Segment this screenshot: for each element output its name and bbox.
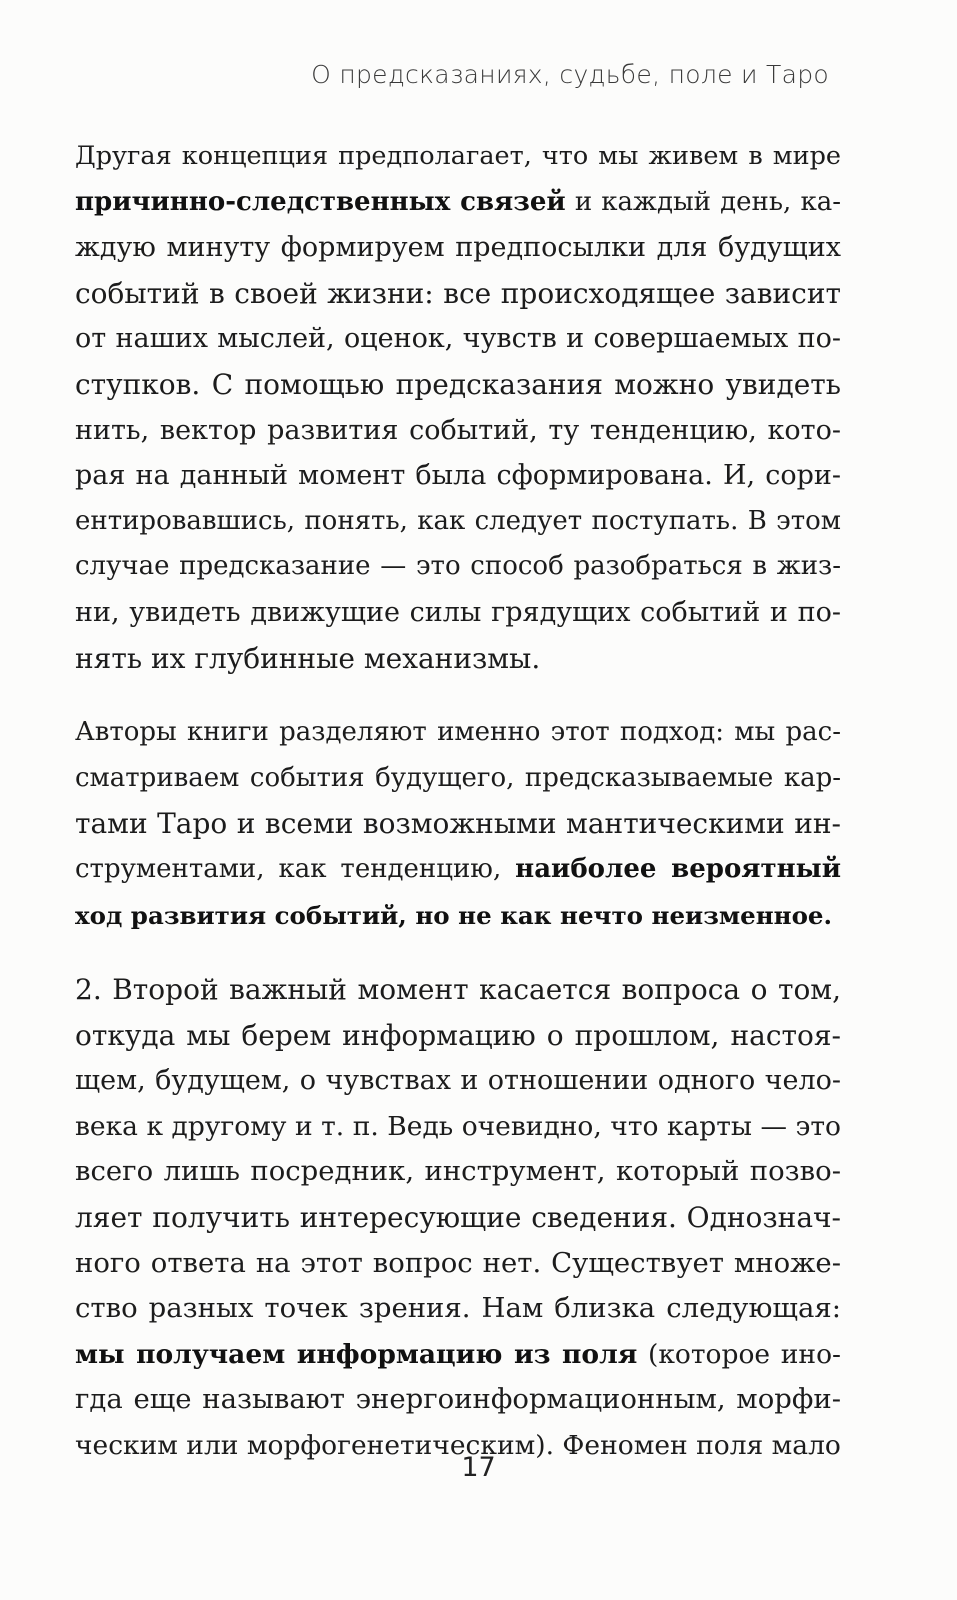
text-line: [75, 453, 841, 499]
text-line: [75, 316, 841, 362]
text-run: ентировавшись, понять, как следует поступать. В этом: [75, 505, 841, 536]
text-line: [75, 408, 841, 454]
paragraph: [75, 134, 841, 681]
text-line: [75, 1332, 841, 1378]
text-line: [75, 271, 841, 317]
text-run: рая на данный момент была сформирована. И, сори-: [75, 460, 841, 492]
text-run: 2. Второй важный момент касается вопроса о том,: [75, 973, 841, 1007]
page-number: 17: [461, 1452, 496, 1483]
bold-phrase: ход развития событий, но не как нечто неизменное.: [75, 900, 833, 930]
text-line: [75, 1149, 841, 1195]
text-line: [75, 544, 841, 590]
paragraph-gap: [75, 681, 841, 710]
text-run: всего лишь посредник, инструмент, который позво-: [75, 1155, 841, 1188]
text-run: ство разных точек зрения. Нам близка следующая:: [75, 1292, 841, 1325]
text-line: [75, 893, 841, 939]
text-line: [75, 1286, 841, 1332]
text-line: [75, 1013, 841, 1059]
text-run: ческим или морфогенетическим). Феномен поля мало: [75, 1430, 841, 1462]
text-line: [75, 756, 841, 802]
text-run: от наших мыслей, оценок, чувств и совершаемых по-: [75, 323, 841, 355]
paragraph-gap: [75, 938, 841, 967]
text-run: нить, вектор развития событий, ту тенденцию, кото-: [75, 414, 841, 446]
paragraph: [75, 967, 841, 1469]
text-line: [75, 847, 841, 893]
text-run: щем, будущем, о чувствах и отношении одного чело-: [75, 1065, 841, 1097]
text-line: [75, 590, 841, 636]
running-head: О предсказаниях, судьбе, поле и Таро: [311, 60, 829, 89]
text-line: [75, 180, 841, 226]
text-line: [75, 636, 841, 682]
bold-phrase: наиболее вероятный: [515, 853, 841, 884]
text-line: [75, 225, 841, 271]
text-run: ного ответа на этот вопрос нет. Существует множе-: [75, 1246, 841, 1279]
text-line: [75, 134, 841, 180]
text-line: [75, 499, 841, 545]
text-run: событий в своей жизни: все происходящее зависит: [75, 276, 841, 310]
text-line: [75, 1195, 841, 1241]
text-run: струментами, как тенденцию,: [75, 853, 516, 884]
text-run: Авторы книги разделяют именно этот подход: мы рас-: [75, 717, 841, 748]
paragraph: [75, 710, 841, 938]
text-line: [75, 967, 841, 1013]
text-run: ляет получить интересующие сведения. Однознач-: [75, 1201, 841, 1235]
text-run: тами Таро и всеми возможными мантическими ин-: [75, 807, 841, 841]
text-run: ждую минуту формируем предпосылки для будущих: [75, 232, 841, 264]
text-run: ступков. С помощью предсказания можно увидеть: [75, 367, 841, 401]
body-text: [75, 134, 841, 1469]
text-run: гда еще называют энергоинформационным, морфи-: [75, 1383, 841, 1416]
text-run: сматриваем события будущего, предсказываемые кар-: [75, 762, 841, 793]
text-run: ни, увидеть движущие силы грядущих событий и по-: [75, 596, 841, 628]
bold-phrase: причинно-следственных связей: [75, 186, 566, 217]
text-run: откуда мы берем информацию о прошлом, настоя-: [75, 1018, 841, 1052]
text-line: [75, 801, 841, 847]
text-run: нять их глубинные механизмы.: [75, 641, 541, 675]
text-line: [75, 362, 841, 408]
text-line: [75, 710, 841, 756]
text-run: Другая концепция предполагает, что мы живем в мире: [75, 141, 841, 171]
text-line: [75, 1241, 841, 1287]
bold-phrase: мы получаем информацию из поля: [75, 1338, 638, 1370]
text-line: [75, 1058, 841, 1104]
text-run: (которое ино-: [637, 1338, 841, 1370]
text-line: [75, 1377, 841, 1423]
text-line: [75, 1104, 841, 1150]
text-run: случае предсказание — это способ разобраться в жиз-: [75, 551, 841, 582]
text-run: века к другому и т. п. Ведь очевидно, что карты — это: [75, 1110, 841, 1142]
text-run: и каждый день, ка-: [565, 186, 841, 217]
